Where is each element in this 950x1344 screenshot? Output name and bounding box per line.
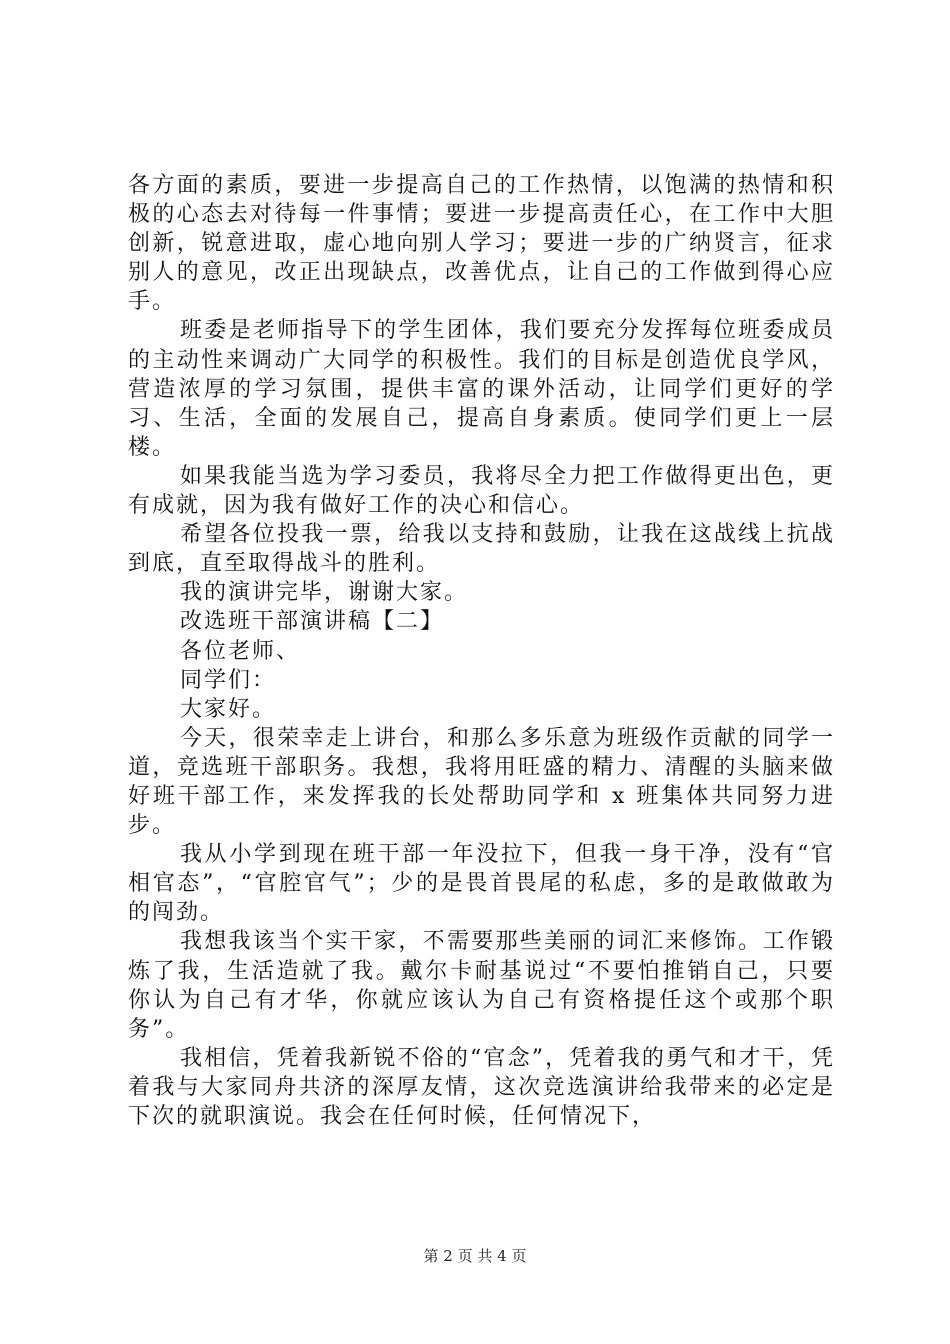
paragraph-1: 各方面的素质，要进一步提高自己的工作热情，以饱满的热情和积极的心态去对待每一件事情；要进一步提高责任心，在工作中大胆创新，锐意进取，虚心地向别人学习；要进一步的广纳贤言，征求别人的意见，改正出现缺点，改善优点，让自己的工作做到得心应手。 — [128, 173, 835, 315]
paragraph-5: 我的演讲完毕，谢谢大家。 — [180, 580, 469, 606]
paragraph-13: 我相信，凭着我新锐不俗的“官念”，凭着我的勇气和才干，凭着我与大家同舟共济的深厚友情，这次竞选演讲给我带来的必定是下次的就职演说。我会在任何时候，任何情况下， — [128, 1045, 835, 1129]
greeting-line-3: 大家好。 — [180, 696, 277, 722]
paragraph-3: 如果我能当选为学习委员，我将尽全力把工作做得更出色，更有成就，因为我有做好工作的决心和信心。 — [128, 463, 835, 519]
greeting-line-1: 各位老师、 — [180, 638, 301, 664]
paragraph-10: 今天，很荣幸走上讲台，和那么多乐意为班级作贡献的同学一道，竞选班干部职务。我想，我将用旺盛的精力、清醒的头脑来做好班干部工作，来发挥我的长处帮助同学和 x 班集体共同努力进步。 — [128, 725, 835, 839]
paragraph-12: 我想我该当个实干家，不需要那些美丽的词汇来修饰。工作锻炼了我，生活造就了我。戴尔卡耐基说过“不要怕推销自己，只要你认为自己有才华，你就应该认为自己有资格提任这个或那个职务”。 — [128, 929, 835, 1042]
document-body — [128, 171, 835, 1131]
greeting-line-2: 同学们： — [180, 667, 277, 693]
section-heading: 改选班干部演讲稿【二】 — [180, 609, 445, 635]
paragraph-11: 我从小学到现在班干部一年没拉下，但我一身干净，没有“官相官态”，“官腔官气”；少的是畏首畏尾的私虑，多的是敢做敢为的闯劲。 — [128, 842, 835, 926]
paragraph-4: 希望各位投我一票，给我以支持和鼓励，让我在这战线上抗战到底，直至取得战斗的胜利。 — [128, 522, 835, 577]
paragraph-2: 班委是老师指导下的学生团体，我们要充分发挥每位班委成员的主动性来调动广大同学的积极性。我们的目标是创造优良学风，营造浓厚的学习氛围，提供丰富的课外活动，让同学们更好的学习、生活，全面的发展自己，提高自身素质。使同学们更上一层楼。 — [128, 318, 835, 460]
page-footer: 第 2 页 共 4 页 — [423, 1247, 527, 1265]
